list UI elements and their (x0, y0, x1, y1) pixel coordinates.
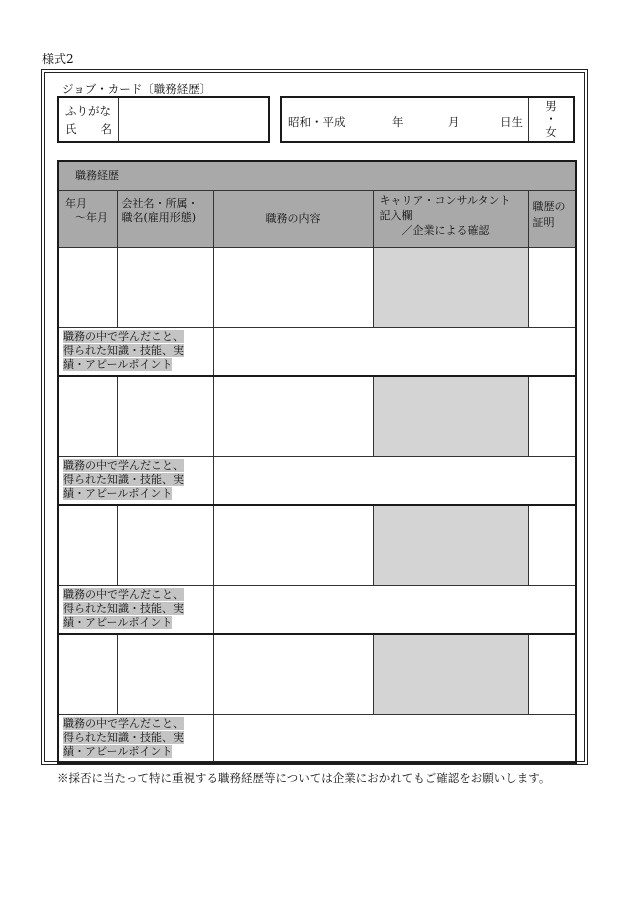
period-cell[interactable] (58, 248, 117, 328)
learning-label-line2: 得られた知識・技能、実 (63, 731, 184, 744)
period-cell[interactable] (58, 634, 117, 715)
furigana-label: ふりがな (65, 104, 111, 118)
history-entry (58, 376, 576, 457)
header-company (117, 191, 213, 248)
era-label: 昭和・平成 (288, 115, 346, 129)
learning-label (58, 457, 213, 506)
company-cell[interactable] (117, 376, 213, 457)
sex-female[interactable]: 女 (545, 125, 557, 139)
learning-label (58, 715, 213, 764)
header-period (58, 191, 117, 248)
card-title: ジョブ・カード〔職務経歴〕 (62, 82, 212, 96)
header-career (373, 191, 528, 248)
month-label: 月 (448, 115, 460, 129)
learning-cell[interactable] (213, 457, 576, 506)
year-label: 年 (392, 115, 404, 129)
history-entry (58, 505, 576, 586)
header-career-line2: 記入欄 (379, 209, 413, 222)
learning-cell[interactable] (213, 328, 576, 377)
career-cell[interactable] (373, 376, 528, 457)
header-cert-line2: 証明 (532, 216, 555, 229)
learning-label-line2: 得られた知識・技能、実 (63, 473, 184, 486)
company-cell[interactable] (117, 505, 213, 586)
learning-label-line3: 績・アピールポイント (63, 358, 173, 371)
learning-label-line1: 職務の中で学んだこと、 (63, 588, 184, 601)
name-box (57, 96, 270, 143)
header-company-line2: 職名(雇用形態) (121, 211, 197, 224)
history-entry (58, 634, 576, 715)
footer-note: ※採否に当たって特に重視する職務経歴等については企業におかれてもご確認をお願いします。 (57, 771, 551, 785)
sex-selector[interactable] (529, 100, 573, 139)
learning-cell[interactable] (213, 715, 576, 764)
sex-separator: ・ (545, 112, 557, 126)
sex-male[interactable]: 男 (545, 99, 557, 113)
content-cell[interactable] (213, 634, 373, 715)
period-cell[interactable] (58, 376, 117, 457)
certification-cell[interactable] (528, 376, 576, 457)
header-career-line3: ／企業による確認 (401, 224, 490, 237)
learning-label-line3: 績・アピールポイント (63, 487, 173, 500)
header-company-line1: 会社名・所属・ (121, 197, 199, 210)
content-cell[interactable] (213, 376, 373, 457)
career-cell[interactable] (373, 248, 528, 328)
history-section-title: 職務経歴 (58, 161, 576, 191)
form-id: 様式2 (42, 52, 74, 66)
company-cell[interactable] (117, 248, 213, 328)
learning-label-line1: 職務の中で学んだこと、 (63, 459, 184, 472)
learning-label-line3: 績・アピールポイント (63, 616, 173, 629)
learning-row (58, 586, 576, 635)
learning-row (58, 457, 576, 506)
learning-label-line1: 職務の中で学んだこと、 (63, 717, 184, 730)
header-certification (528, 191, 576, 248)
header-cert-line1: 職歴の (532, 200, 566, 213)
learning-cell[interactable] (213, 586, 576, 635)
career-cell[interactable] (373, 634, 528, 715)
day-label: 日生 (500, 115, 523, 129)
certification-cell[interactable] (528, 505, 576, 586)
company-cell[interactable] (117, 634, 213, 715)
learning-row (58, 715, 576, 764)
job-history-table (57, 160, 577, 764)
learning-label-line1: 職務の中で学んだこと、 (63, 330, 184, 343)
header-period-line1: 年月 (65, 197, 87, 210)
period-cell[interactable] (58, 505, 117, 586)
header-period-line2: ～年月 (75, 211, 108, 224)
name-label: 氏名 (65, 122, 136, 136)
learning-row (58, 328, 576, 377)
learning-label (58, 328, 213, 377)
birthdate-box (280, 96, 575, 143)
history-entry (58, 248, 576, 328)
learning-label (58, 586, 213, 635)
career-cell[interactable] (373, 505, 528, 586)
learning-label-line2: 得られた知識・技能、実 (63, 344, 184, 357)
content-cell[interactable] (213, 505, 373, 586)
header-career-line1: キャリア・コンサルタント (379, 194, 511, 207)
name-divider (118, 98, 119, 141)
certification-cell[interactable] (528, 248, 576, 328)
certification-cell[interactable] (528, 634, 576, 715)
content-cell[interactable] (213, 248, 373, 328)
learning-label-line3: 績・アピールポイント (63, 745, 173, 758)
learning-label-line2: 得られた知識・技能、実 (63, 602, 184, 615)
header-content: 職務の内容 (213, 191, 373, 248)
name-input[interactable] (121, 100, 266, 139)
